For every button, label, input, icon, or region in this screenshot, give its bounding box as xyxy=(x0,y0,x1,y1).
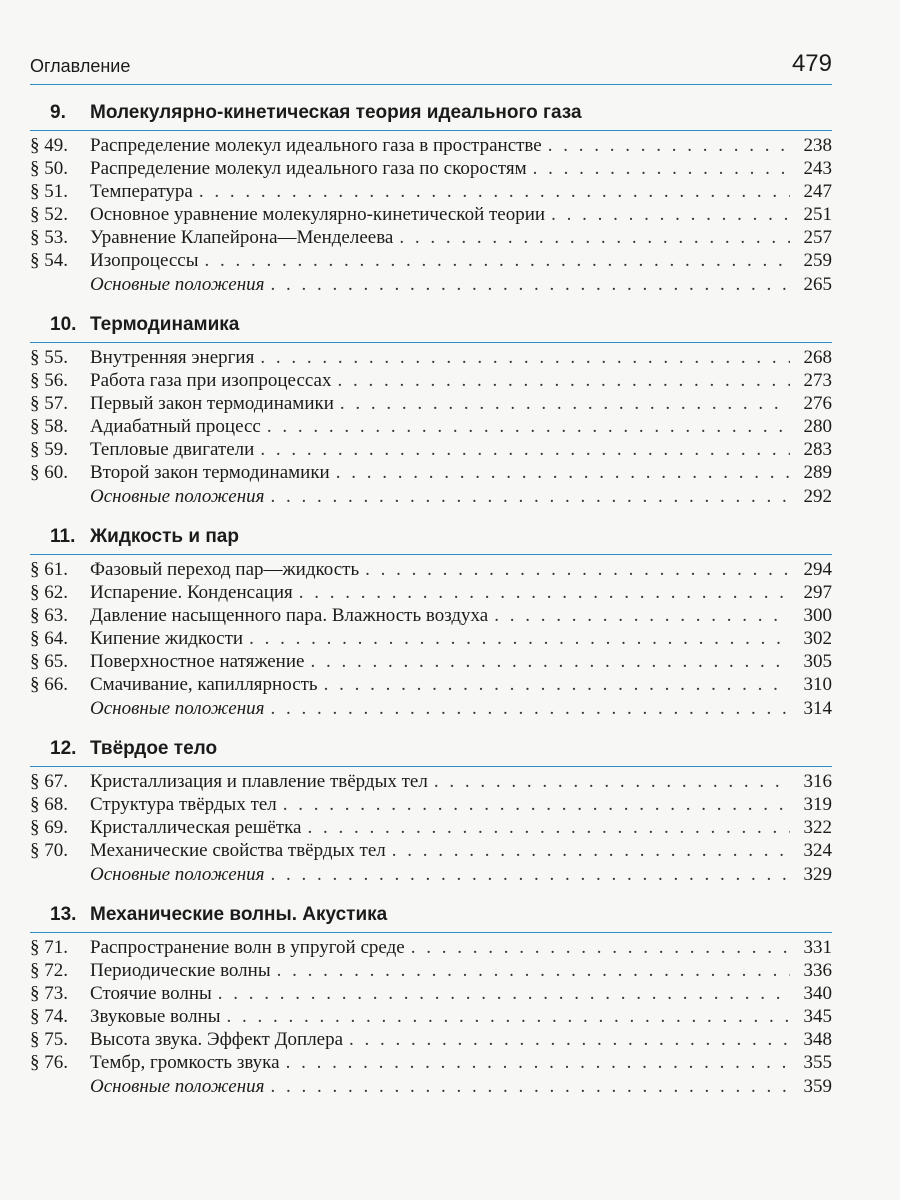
chapter xyxy=(30,520,832,722)
chapter xyxy=(30,732,832,888)
toc-entry[interactable] xyxy=(30,134,832,157)
toc-entry[interactable] xyxy=(30,982,832,1005)
section-number: § 69. xyxy=(30,817,68,838)
chapter-title: Молекулярно-кинетическая теория идеального газа xyxy=(90,102,582,123)
section-title: Второй закон термодинамики xyxy=(90,462,330,483)
toc-entry[interactable] xyxy=(30,604,832,627)
dot-leader xyxy=(411,936,790,959)
dot-leader xyxy=(227,1005,790,1028)
section-title: Тепловые двигатели xyxy=(90,439,255,460)
section-number: § 64. xyxy=(30,628,68,649)
section-title: Структура твёрдых тел xyxy=(90,794,277,815)
entry-page-number: 289 xyxy=(803,462,832,483)
entry-page-number: 257 xyxy=(803,227,832,248)
entry-page-number: 300 xyxy=(803,605,832,626)
section-title: Кипение жидкости xyxy=(90,628,244,649)
dot-leader xyxy=(299,581,790,604)
section-title: Основное уравнение молекулярно-кинетической теории xyxy=(90,204,546,225)
toc-entry[interactable] xyxy=(30,180,832,203)
dot-leader xyxy=(199,180,790,203)
entry-page-number: 268 xyxy=(803,347,832,368)
chapter-number: 9. xyxy=(50,102,66,123)
section-title: Распределение молекул идеального газа в пространстве xyxy=(90,135,542,156)
section-number: § 63. xyxy=(30,605,68,626)
chapter-title: Механические волны. Акустика xyxy=(90,904,388,925)
section-number: § 73. xyxy=(30,983,68,1004)
table-of-contents xyxy=(30,96,832,1110)
chapter-divider xyxy=(30,130,832,131)
section-number: § 60. xyxy=(30,462,68,483)
chapter-heading xyxy=(30,96,832,130)
chapter-divider xyxy=(30,554,832,555)
section-number: § 51. xyxy=(30,181,68,202)
entry-page-number: 348 xyxy=(803,1029,832,1050)
dot-leader xyxy=(271,1074,791,1100)
section-title: Кристаллизация и плавление твёрдых тел xyxy=(90,771,428,792)
entry-page-number: 243 xyxy=(803,158,832,179)
section-title: Первый закон термодинамики xyxy=(90,393,334,414)
dot-leader xyxy=(277,959,790,982)
dot-leader xyxy=(365,558,790,581)
chapter-heading xyxy=(30,308,832,342)
summary-title: Основные положения xyxy=(90,698,265,719)
page-number: 479 xyxy=(791,50,832,77)
entry-page-number: 276 xyxy=(803,393,832,414)
summary-entry[interactable] xyxy=(30,696,832,722)
toc-entry[interactable] xyxy=(30,673,832,696)
entry-page-number: 359 xyxy=(803,1076,832,1097)
toc-entry[interactable] xyxy=(30,157,832,180)
summary-entry[interactable] xyxy=(30,272,832,298)
chapter-number: 10. xyxy=(50,314,77,335)
entry-page-number: 259 xyxy=(803,250,832,271)
section-title: Испарение. Конденсация xyxy=(90,582,293,603)
section-title: Фазовый переход пар—жидкость xyxy=(90,559,360,580)
chapter xyxy=(30,308,832,510)
toc-entry[interactable] xyxy=(30,1028,832,1051)
entry-page-number: 322 xyxy=(803,817,832,838)
section-title: Тембр, громкость звука xyxy=(90,1052,280,1073)
chapter-number: 13. xyxy=(50,904,77,925)
entry-page-number: 340 xyxy=(803,983,832,1004)
entry-page-number: 238 xyxy=(803,135,832,156)
entry-page-number: 324 xyxy=(803,840,832,861)
summary-title: Основные положения xyxy=(90,864,265,885)
dot-leader xyxy=(324,673,790,696)
running-header-title: Оглавление xyxy=(30,56,131,76)
toc-entry[interactable] xyxy=(30,650,832,673)
dot-leader xyxy=(399,226,790,249)
dot-leader xyxy=(337,369,790,392)
section-title: Работа газа при изопроцессах xyxy=(90,370,332,391)
entry-page-number: 331 xyxy=(803,937,832,958)
dot-leader xyxy=(283,793,790,816)
toc-entry[interactable] xyxy=(30,558,832,581)
chapter-title: Термодинамика xyxy=(90,314,240,335)
dot-leader xyxy=(392,839,790,862)
toc-entry[interactable] xyxy=(30,1051,832,1074)
dot-leader xyxy=(340,392,790,415)
chapter xyxy=(30,96,832,298)
chapter-title: Твёрдое тело xyxy=(90,738,218,759)
section-number: § 76. xyxy=(30,1052,68,1073)
chapter-divider xyxy=(30,342,832,343)
toc-entry[interactable] xyxy=(30,438,832,461)
entry-page-number: 280 xyxy=(803,416,832,437)
dot-leader xyxy=(434,770,790,793)
dot-leader xyxy=(249,627,790,650)
chapter-heading xyxy=(30,732,832,766)
section-number: § 67. xyxy=(30,771,68,792)
toc-entry[interactable] xyxy=(30,392,832,415)
section-number: § 68. xyxy=(30,794,68,815)
dot-leader xyxy=(286,1051,790,1074)
entry-page-number: 316 xyxy=(803,771,832,792)
section-number: § 59. xyxy=(30,439,68,460)
entry-page-number: 314 xyxy=(803,698,832,719)
entry-page-number: 265 xyxy=(803,274,832,295)
entry-page-number: 302 xyxy=(803,628,832,649)
dot-leader xyxy=(218,982,790,1005)
section-number: § 56. xyxy=(30,370,68,391)
summary-entry[interactable] xyxy=(30,484,832,510)
section-title: Смачивание, капиллярность xyxy=(90,674,318,695)
section-number: § 57. xyxy=(30,393,68,414)
toc-entry[interactable] xyxy=(30,581,832,604)
entry-page-number: 297 xyxy=(803,582,832,603)
toc-entry[interactable] xyxy=(30,627,832,650)
section-number: § 61. xyxy=(30,559,68,580)
entry-page-number: 305 xyxy=(803,651,832,672)
toc-entry[interactable] xyxy=(30,959,832,982)
dot-leader xyxy=(349,1028,790,1051)
dot-leader xyxy=(260,346,790,369)
toc-entry[interactable] xyxy=(30,249,832,272)
section-title: Высота звука. Эффект Доплера xyxy=(90,1029,344,1050)
toc-entry[interactable] xyxy=(30,346,832,369)
section-title: Кристаллическая решётка xyxy=(90,817,302,838)
section-number: § 66. xyxy=(30,674,68,695)
chapter-title: Жидкость и пар xyxy=(90,526,239,547)
section-number: § 49. xyxy=(30,135,68,156)
entry-page-number: 310 xyxy=(803,674,832,695)
section-number: § 55. xyxy=(30,347,68,368)
dot-leader xyxy=(310,650,790,673)
summary-entry[interactable] xyxy=(30,1074,832,1100)
section-number: § 65. xyxy=(30,651,68,672)
toc-entry[interactable] xyxy=(30,369,832,392)
dot-leader xyxy=(205,249,791,272)
dot-leader xyxy=(548,134,790,157)
section-number: § 52. xyxy=(30,204,68,225)
section-number: § 71. xyxy=(30,937,68,958)
dot-leader xyxy=(307,816,790,839)
section-number: § 50. xyxy=(30,158,68,179)
section-title: Уравнение Клапейрона—Менделеева xyxy=(90,227,394,248)
toc-entry[interactable] xyxy=(30,816,832,839)
section-number: § 74. xyxy=(30,1006,68,1027)
section-title: Периодические волны xyxy=(90,960,271,981)
section-title: Звуковые волны xyxy=(90,1006,221,1027)
summary-entry[interactable] xyxy=(30,862,832,888)
summary-title: Основные положения xyxy=(90,1076,265,1097)
dot-leader xyxy=(551,203,790,226)
dot-leader xyxy=(271,484,791,510)
chapter-divider xyxy=(30,766,832,767)
toc-entry[interactable] xyxy=(30,839,832,862)
entry-page-number: 247 xyxy=(803,181,832,202)
dot-leader xyxy=(271,696,791,722)
section-title: Распространение волн в упругой среде xyxy=(90,937,405,958)
entry-page-number: 355 xyxy=(803,1052,832,1073)
chapter-heading xyxy=(30,898,832,932)
dot-leader xyxy=(494,604,790,627)
toc-entry[interactable] xyxy=(30,936,832,959)
entry-page-number: 251 xyxy=(803,204,832,225)
entry-page-number: 292 xyxy=(803,486,832,507)
dot-leader xyxy=(267,415,790,438)
section-number: § 72. xyxy=(30,960,68,981)
toc-entry[interactable] xyxy=(30,203,832,226)
toc-entry[interactable] xyxy=(30,1005,832,1028)
dot-leader xyxy=(260,438,790,461)
running-header xyxy=(30,50,832,85)
entry-page-number: 319 xyxy=(803,794,832,815)
summary-title: Основные положения xyxy=(90,486,265,507)
section-title: Поверхностное натяжение xyxy=(90,651,305,672)
section-number: § 70. xyxy=(30,840,68,861)
section-title: Изопроцессы xyxy=(90,250,199,271)
entry-page-number: 283 xyxy=(803,439,832,460)
toc-entry[interactable] xyxy=(30,461,832,484)
dot-leader xyxy=(336,461,790,484)
section-number: § 58. xyxy=(30,416,68,437)
section-number: § 62. xyxy=(30,582,68,603)
chapter-number: 12. xyxy=(50,738,77,759)
entry-page-number: 345 xyxy=(803,1006,832,1027)
summary-title: Основные положения xyxy=(90,274,265,295)
section-title: Давление насыщенного пара. Влажность воздуха xyxy=(90,605,489,626)
chapter-heading xyxy=(30,520,832,554)
section-number: § 75. xyxy=(30,1029,68,1050)
toc-entry[interactable] xyxy=(30,226,832,249)
entry-page-number: 294 xyxy=(803,559,832,580)
section-title: Внутренняя энергия xyxy=(90,347,255,368)
section-title: Распределение молекул идеального газа по скоростям xyxy=(90,158,527,179)
dot-leader xyxy=(271,272,791,298)
toc-entry[interactable] xyxy=(30,770,832,793)
chapter xyxy=(30,898,832,1100)
section-number: § 54. xyxy=(30,250,68,271)
section-title: Температура xyxy=(90,181,193,202)
entry-page-number: 273 xyxy=(803,370,832,391)
toc-entry[interactable] xyxy=(30,415,832,438)
dot-leader xyxy=(533,157,790,180)
section-number: § 53. xyxy=(30,227,68,248)
chapter-number: 11. xyxy=(50,526,76,547)
section-title: Стоячие волны xyxy=(90,983,212,1004)
section-title: Механические свойства твёрдых тел xyxy=(90,840,386,861)
section-title: Адиабатный процесс xyxy=(90,416,261,437)
dot-leader xyxy=(271,862,791,888)
entry-page-number: 336 xyxy=(803,960,832,981)
entry-page-number: 329 xyxy=(803,864,832,885)
chapter-divider xyxy=(30,932,832,933)
toc-entry[interactable] xyxy=(30,793,832,816)
